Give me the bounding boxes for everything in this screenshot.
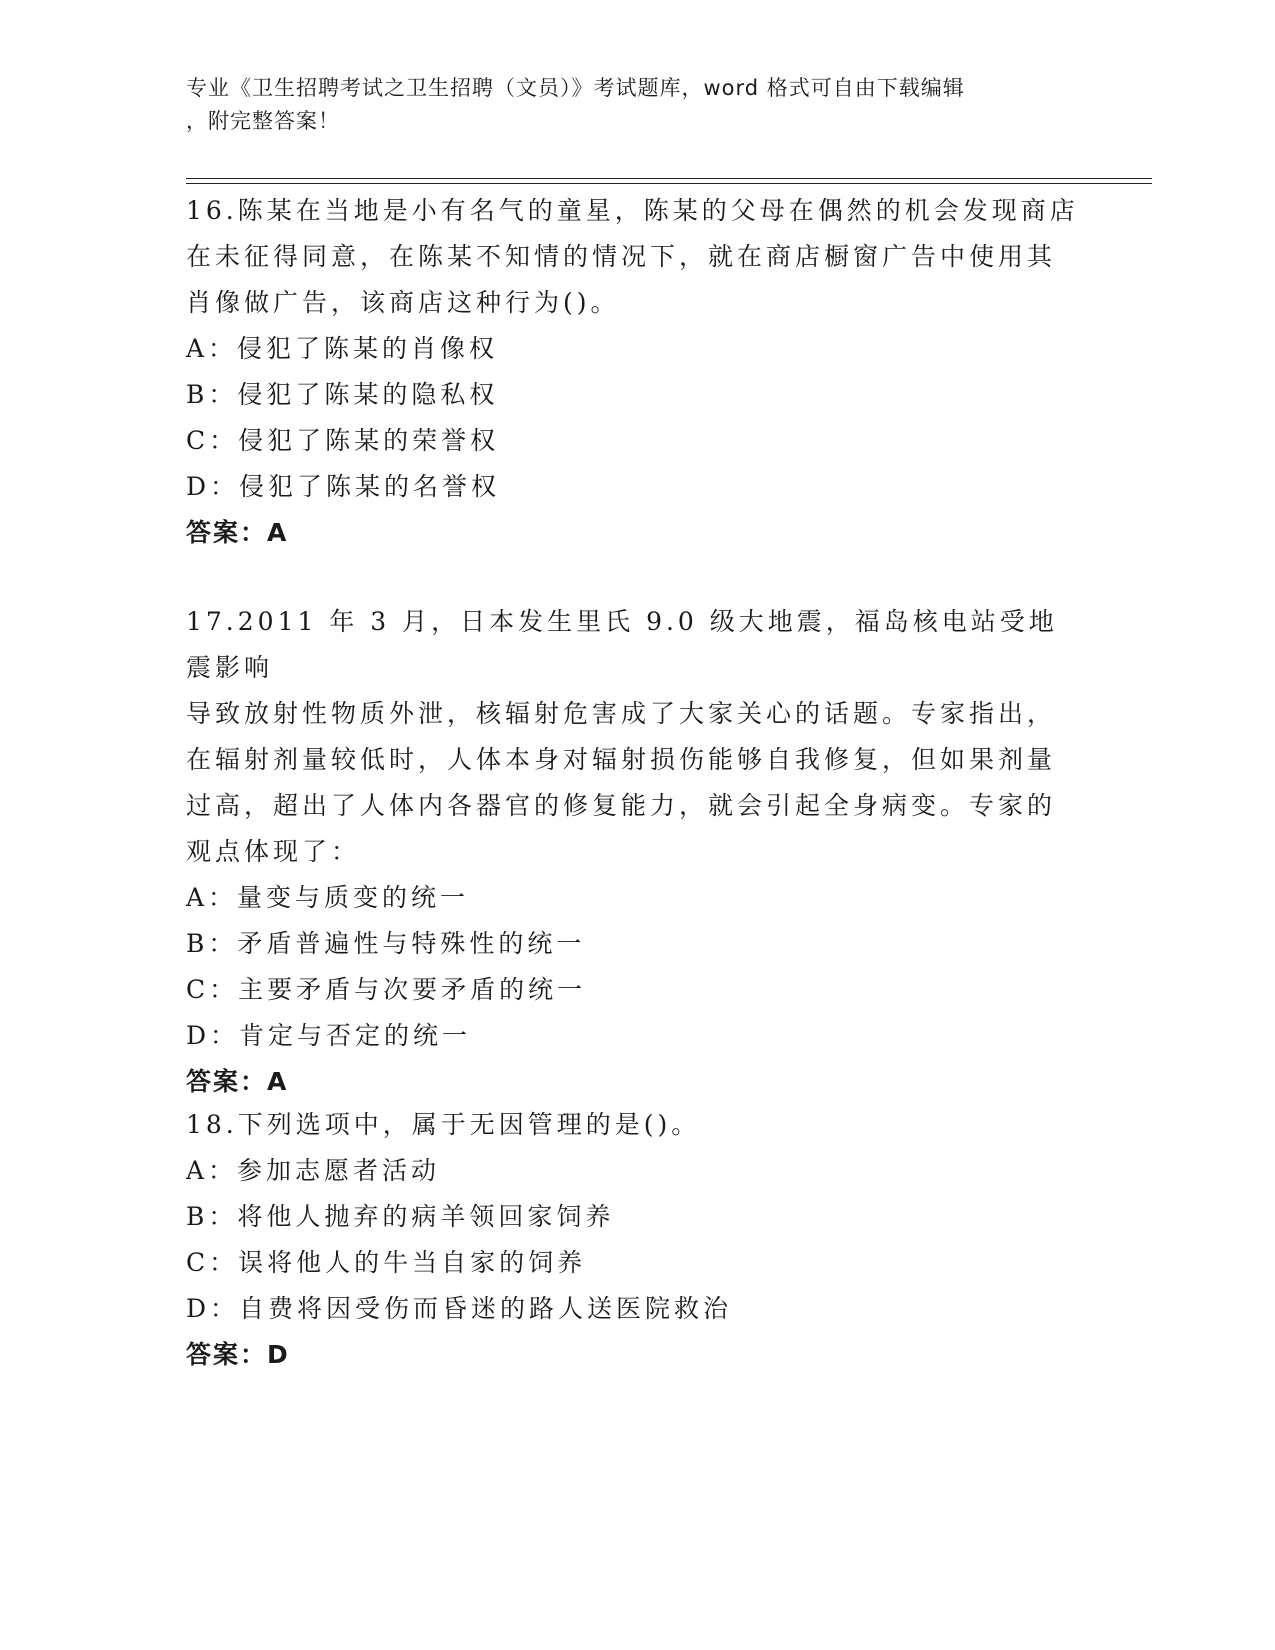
header-line-2: ，附完整答案！ [186,109,340,133]
question-16 [186,188,1086,556]
question-stem [186,1102,1086,1148]
answer-label: 答案：A [186,518,289,547]
question-18 [186,1102,1086,1378]
option-c: C：侵犯了陈某的荣誉权 [186,426,500,455]
header-divider-bottom [186,183,1152,184]
option-a: A：量变与质变的统一 [186,883,470,912]
option-a: A：侵犯了陈某的肖像权 [186,334,499,363]
header-line-1: 专业《卫生招聘考试之卫生招聘（文员）》考试题库，word 格式可自由下载编辑 [186,76,965,100]
question-17 [186,599,1086,1105]
stem-line: 观点体现了： [186,837,361,866]
stem-line: 导致放射性物质外泄，核辐射危害成了大家关心的话题。专家指出， [186,699,1057,728]
option-b: B：矛盾普遍性与特殊性的统一 [186,929,586,958]
option-c: C：主要矛盾与次要矛盾的统一 [186,975,587,1004]
option-d: D：侵犯了陈某的名誉权 [186,472,501,501]
stem-line: 在辐射剂量较低时，人体本身对辐射损伤能够自我修复，但如果剂量 [186,745,1057,774]
option-d: D：肯定与否定的统一 [186,1021,472,1050]
option-d: D：自费将因受伤而昏迷的路人送医院救治 [186,1294,733,1323]
option-a: A：参加志愿者活动 [186,1156,441,1185]
stem-line: 16.陈某在当地是小有名气的童星，陈某的父母在偶然的机会发现商店 [186,196,1079,225]
stem-line: 17.2011 年 3 月，日本发生里氏 9.0 级大地震，福岛核电站受地震影响 [186,607,1058,682]
option-b: B：侵犯了陈某的隐私权 [186,380,499,409]
stem-line: 18.下列选项中，属于无因管理的是()。 [186,1110,701,1139]
document-header [186,72,1066,138]
stem-line: 在未征得同意，在陈某不知情的情况下，就在商店橱窗广告中使用其 [186,242,1057,271]
question-stem [186,599,1086,875]
answer-label: 答案：A [186,1067,289,1096]
header-divider-top [186,178,1152,179]
answer-label: 答案：D [186,1340,290,1369]
option-b: B：将他人抛弃的病羊领回家饲养 [186,1202,615,1231]
stem-line: 肖像做广告，该商店这种行为()。 [186,288,620,317]
stem-line: 过高，超出了人体内各器官的修复能力，就会引起全身病变。专家的 [186,791,1057,820]
question-stem [186,188,1086,326]
option-c: C：误将他人的牛当自家的饲养 [186,1248,587,1277]
